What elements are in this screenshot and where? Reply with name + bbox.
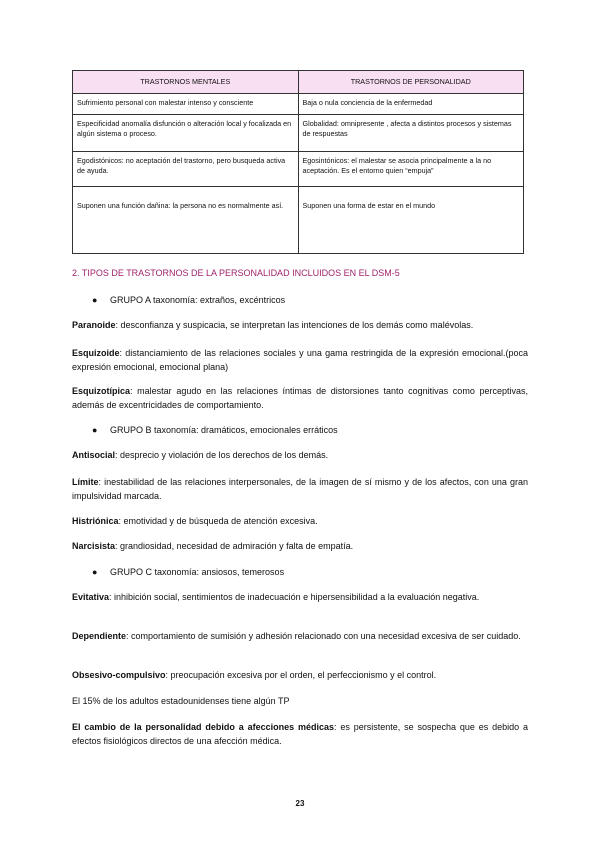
group-a-bullet — [92, 293, 285, 307]
description: : es persistente, se sospecha que es debido a efectos fisiológicos directos de una afección médica. — [72, 722, 528, 746]
item-antisocial — [72, 448, 528, 462]
group-a-label: GRUPO A taxonomía: extraños, excéntricos — [110, 295, 286, 305]
description: : inhibición social, sentimientos de inadecuación e hipersensibilidad a la evaluación negativa. — [109, 592, 480, 602]
section-title: 2. TIPOS DE TRASTORNOS DE LA PERSONALIDAD INCLUIDOS EN EL DSM-5 — [72, 268, 400, 278]
item-esquizotipica — [72, 384, 528, 412]
term: Dependiente — [72, 631, 127, 641]
table-cell: Suponen una forma de estar en el mundo — [298, 187, 524, 254]
term: Evitativa — [72, 592, 110, 602]
term: Paranoide — [72, 320, 116, 330]
description: : desconfianza y suspicacia, se interpretan las intenciones de los demás como malévolas. — [115, 320, 474, 330]
term: Antisocial — [72, 450, 116, 460]
table-row — [73, 152, 524, 187]
comparison-table — [72, 70, 524, 254]
description: : emotividad y de búsqueda de atención excesiva. — [118, 516, 318, 526]
bullet-icon: ● — [92, 295, 98, 305]
table-header-mentales: TRASTORNOS MENTALES — [73, 71, 299, 94]
page-number: 23 — [295, 799, 305, 808]
term: Límite — [72, 477, 99, 487]
term: Esquizotípica — [72, 386, 131, 396]
description: : comportamiento de sumisión y adhesión relacionado con una necesidad excesiva de ser cuidado. — [126, 631, 521, 641]
bullet-icon: ● — [92, 425, 98, 435]
bullet-icon: ● — [92, 567, 98, 577]
table-header-personalidad: TRASTORNOS DE PERSONALIDAD — [298, 71, 524, 94]
table-row — [73, 94, 524, 115]
group-b-label: GRUPO B taxonomía: dramáticos, emocionales erráticos — [110, 425, 338, 435]
table-row — [73, 115, 524, 152]
term: Obsesivo-compulsivo — [72, 670, 166, 680]
item-evitativa — [72, 590, 528, 604]
item-dependiente — [72, 629, 528, 643]
term: El cambio de la personalidad debido a afecciones médicas — [72, 722, 334, 732]
table-row — [73, 187, 524, 254]
term: Esquizoide — [72, 348, 120, 358]
description: : desprecio y violación de los derechos de los demás. — [115, 450, 329, 460]
description: : inestabilidad de las relaciones interpersonales, de la imagen de sí mismo y de los afectos, con una gran impulsividad marcada. — [72, 477, 528, 501]
description: : preocupación excesiva por el orden, el perfeccionismo y el control. — [165, 670, 437, 680]
table-cell: Baja o nula conciencia de la enfermedad — [298, 94, 524, 115]
term: Narcisista — [72, 541, 116, 551]
table-cell: Egosintónicos: el malestar se asocia principalmente a la no aceptación. Es el entorno quien “empuja” — [298, 152, 524, 187]
stat-paragraph: El 15% de los adultos estadounidenses tiene algún TP — [72, 696, 290, 706]
item-paranoide — [72, 318, 528, 332]
item-cambio-personalidad — [72, 720, 528, 748]
description: : distanciamiento de las relaciones sociales y una gama restringida de la expresión emocional.(poca expresión emocional, emocional plana) — [72, 348, 528, 372]
table-cell: Egodistónicos: no aceptación del trastorno, pero busqueda activa de ayuda. — [73, 152, 299, 187]
item-esquizoide — [72, 346, 528, 374]
group-c-label: GRUPO C taxonomía: ansiosos, temerosos — [110, 567, 285, 577]
item-histrionica — [72, 514, 528, 528]
table-cell: Especificidad anomalía disfunción o alteración local y focalizada en algún sistema o proceso. — [73, 115, 299, 152]
description: : malestar agudo en las relaciones íntimas de distorsiones tanto cognitivas como perceptivas, además de excentricidades de comportamiento. — [72, 386, 528, 410]
table-cell: Globalidad: omnipresente , afecta a distintos procesos y sistemas de respuestas — [298, 115, 524, 152]
group-c-bullet — [92, 565, 284, 579]
term: Histriónica — [72, 516, 119, 526]
item-obsesivo — [72, 668, 528, 682]
group-b-bullet — [92, 423, 338, 437]
item-limite — [72, 475, 528, 503]
table-cell: Sufrimiento personal con malestar intenso y consciente — [73, 94, 299, 115]
item-narcisista — [72, 539, 528, 553]
table-cell: Suponen una función dañina: la persona no es normalmente así. — [73, 187, 299, 254]
description: : grandiosidad, necesidad de admiración y falta de empatía. — [115, 541, 354, 551]
